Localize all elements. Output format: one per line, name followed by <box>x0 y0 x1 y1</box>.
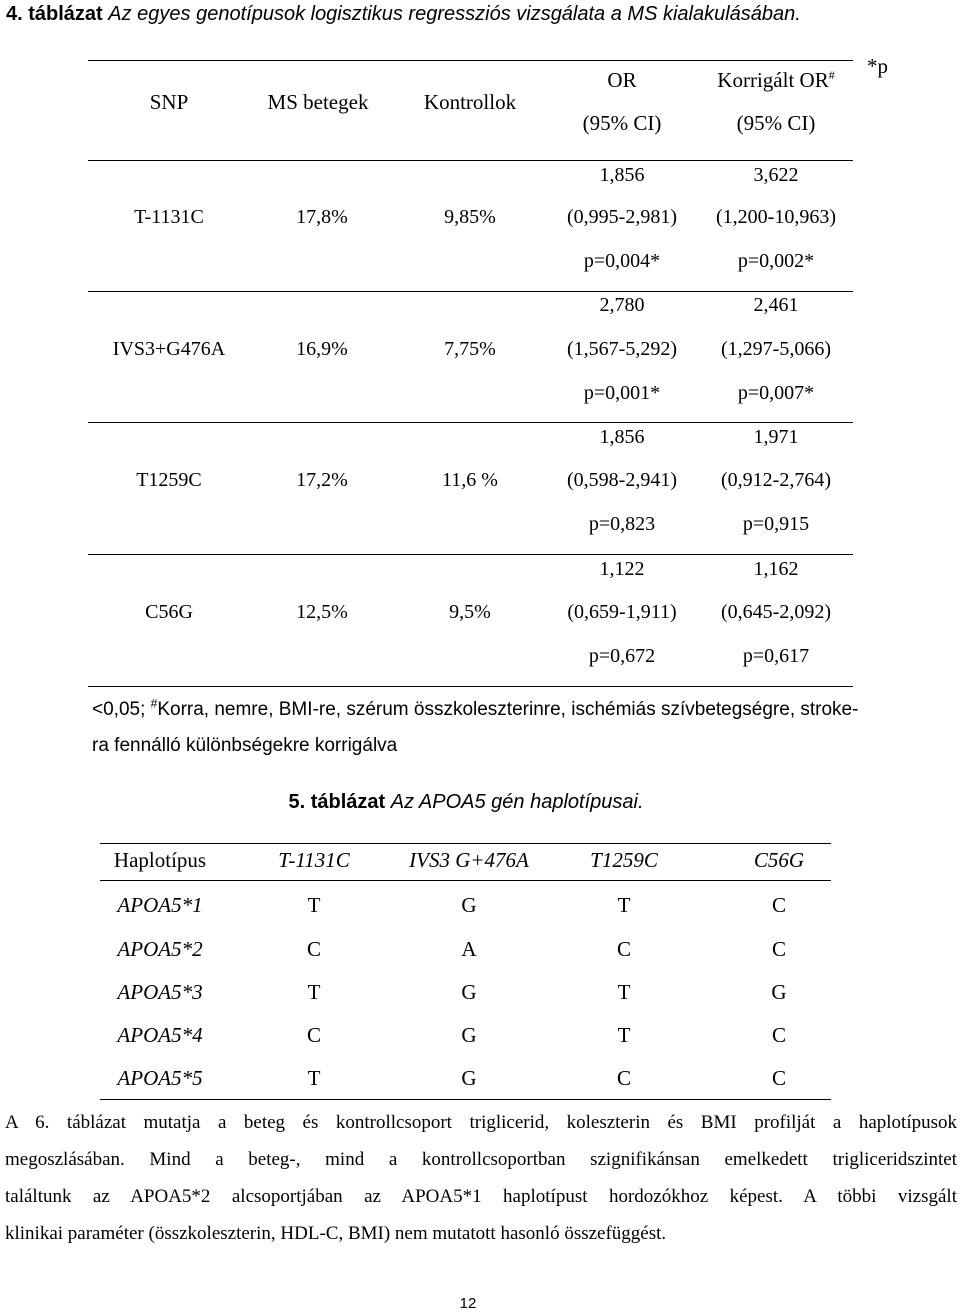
table5-cell-haplotype: APOA5*4 <box>117 1023 203 1047</box>
table4-cell-adj-or: 1,971 <box>753 426 799 448</box>
table4-cell-snp: T1259C <box>136 469 202 491</box>
table5-cell: G <box>461 893 477 917</box>
table5-header-c56g: C56G <box>753 848 805 872</box>
table4-header-p: *p <box>867 54 888 78</box>
table4-cell-snp: IVS3+G476A <box>112 338 226 360</box>
table5-cell: C <box>771 937 787 961</box>
table4-header-controls: Kontrollok <box>423 90 517 114</box>
table4-cell-ms: 17,8% <box>296 206 348 228</box>
table5-cell: C <box>306 1023 322 1047</box>
table4-cell-or-ci: (0,598-2,941) <box>567 469 677 491</box>
table4-cell-adj-or-p: p=0,915 <box>742 513 810 535</box>
table4-caption-label: 4. táblázat <box>6 3 103 25</box>
table5-caption-label: 5. táblázat <box>288 791 386 813</box>
table4-bottom-rule <box>88 686 853 687</box>
table4-cell-adj-or: 3,622 <box>753 164 799 186</box>
paragraph-line: klinikai paraméter (összkoleszterin, HDL-C, BMI) nem mutatott hasonló összefüggést. <box>5 1223 667 1244</box>
table4-cell-ms: 12,5% <box>296 601 348 623</box>
table5-cell: T <box>307 893 321 917</box>
table5-cell: T <box>307 980 321 1004</box>
table4-cell-or-ci: (1,567-5,292) <box>567 338 677 360</box>
footnote-sup: # <box>150 696 158 711</box>
table4-top-rule <box>88 60 853 61</box>
table4-cell-or-p: p=0,823 <box>588 513 656 535</box>
table4-header-or-ci: (95% CI) <box>582 111 662 135</box>
table4-cell-or: 1,856 <box>599 426 645 448</box>
table5-cell-haplotype: APOA5*2 <box>117 937 203 961</box>
table5-header-ivs3: IVS3 G+476A <box>409 848 529 872</box>
table4-cell-adj-or-p: p=0,617 <box>742 645 810 667</box>
table5-cell: C <box>771 893 787 917</box>
table4-cell-adj-or: 2,461 <box>753 294 799 316</box>
table4-cell-ms: 16,9% <box>296 338 348 360</box>
table4-header-adjusted-or-text: Korrigált OR <box>717 68 829 92</box>
table4-header-snp: SNP <box>149 90 189 114</box>
table5-header-rule <box>100 880 831 881</box>
table5-bottom-rule <box>100 1099 831 1100</box>
table4-cell-controls: 7,75% <box>444 338 496 360</box>
table4-cell-or-p: p=0,001* <box>583 382 661 404</box>
table4-cell-or: 1,122 <box>599 558 645 580</box>
table5-caption-text: Az APOA5 gén haplotípusai. <box>390 791 644 813</box>
table5-cell: T <box>617 980 631 1004</box>
table4-cell-controls: 9,5% <box>449 601 491 623</box>
table4-cell-adj-or-p: p=0,002* <box>737 250 815 272</box>
table5-cell-haplotype: APOA5*1 <box>117 893 203 917</box>
page-number: 12 <box>459 1295 477 1312</box>
table4-caption <box>6 3 801 26</box>
table4-cell-snp: T-1131C <box>134 206 204 228</box>
table4-header-adjusted-or-sup: # <box>828 68 835 82</box>
table4-cell-or: 2,780 <box>599 294 645 316</box>
table5-cell: G <box>461 1023 477 1047</box>
table5-cell: G <box>771 980 787 1004</box>
table5-cell: G <box>461 1066 477 1090</box>
paragraph-line: A 6. táblázat mutatja a beteg és kontrollcsoport triglicerid, koleszterin és BMI profilját a haplotípusok <box>5 1112 957 1133</box>
table4-cell-adj-or-ci: (0,645-2,092) <box>721 601 831 623</box>
table5-cell: T <box>617 1023 631 1047</box>
table4-cell-adj-or-ci: (0,912-2,764) <box>721 469 831 491</box>
table4-cell-controls: 11,6 % <box>442 469 498 491</box>
table5-cell: T <box>307 1066 321 1090</box>
table4-header-or: OR <box>607 68 637 92</box>
table4-cell-snp: C56G <box>145 601 193 623</box>
table5-header-haplotype: Haplotípus <box>113 848 207 872</box>
table4-row-rule <box>88 422 853 423</box>
table4-header-adjusted-or-ci: (95% CI) <box>736 111 816 135</box>
table5-caption <box>288 791 643 814</box>
table4-cell-or-p: p=0,004* <box>583 250 661 272</box>
table4-header-rule <box>88 160 853 161</box>
table4-row-rule <box>88 554 853 555</box>
footnote-text: Korra, nemre, BMI-re, szérum összkoleszterinre, ischémiás szívbetegségre, stroke- <box>157 699 859 720</box>
table4-cell-ms: 17,2% <box>296 469 348 491</box>
table4-cell-adj-or-ci: (1,200-10,963) <box>716 206 836 228</box>
table4-row-rule <box>88 291 853 292</box>
table5-header-t1259c: T1259C <box>590 848 658 872</box>
table4-footnote-line2: ra fennálló különbségekre korrigálva <box>92 735 398 756</box>
table5-top-rule <box>100 843 831 844</box>
table4-cell-controls: 9,85% <box>444 206 496 228</box>
table4-header-adjusted-or <box>717 68 834 93</box>
table4-caption-text: Az egyes genotípusok logisztikus regressziós vizsgálata a MS kialakulásában. <box>108 3 801 25</box>
table4-cell-adj-or-ci: (1,297-5,066) <box>721 338 831 360</box>
table4-footnote-line1 <box>92 696 859 721</box>
footnote-prefix: <0,05; <box>92 699 151 720</box>
table5-header-t1131c: T-1131C <box>278 848 350 872</box>
table4-cell-or-ci: (0,659-1,911) <box>567 601 677 623</box>
table5-cell: A <box>461 937 477 961</box>
paragraph-line: megoszlásában. Mind a beteg-, mind a kontrollcsoportban szignifikánsan emelkedett trigliceridszintet <box>5 1149 957 1170</box>
table4-cell-or-p: p=0,672 <box>588 645 656 667</box>
table4-cell-or: 1,856 <box>599 164 645 186</box>
table5-cell: C <box>616 937 632 961</box>
table5-cell: G <box>461 980 477 1004</box>
table4-header-ms: MS betegek <box>267 90 369 114</box>
table5-cell: C <box>616 1066 632 1090</box>
table5-cell-haplotype: APOA5*5 <box>117 1066 203 1090</box>
table4-cell-adj-or: 1,162 <box>753 558 799 580</box>
table5-cell: C <box>771 1066 787 1090</box>
table5-cell: C <box>771 1023 787 1047</box>
table4-cell-or-ci: (0,995-2,981) <box>567 206 677 228</box>
paragraph-line: találtunk az APOA5*2 alcsoportjában az APOA5*1 haplotípust hordozókhoz képest. A többi vizsgált <box>5 1186 957 1207</box>
table5-cell: T <box>617 893 631 917</box>
table5-cell-haplotype: APOA5*3 <box>117 980 203 1004</box>
table5-cell: C <box>306 937 322 961</box>
table4-cell-adj-or-p: p=0,007* <box>737 382 815 404</box>
